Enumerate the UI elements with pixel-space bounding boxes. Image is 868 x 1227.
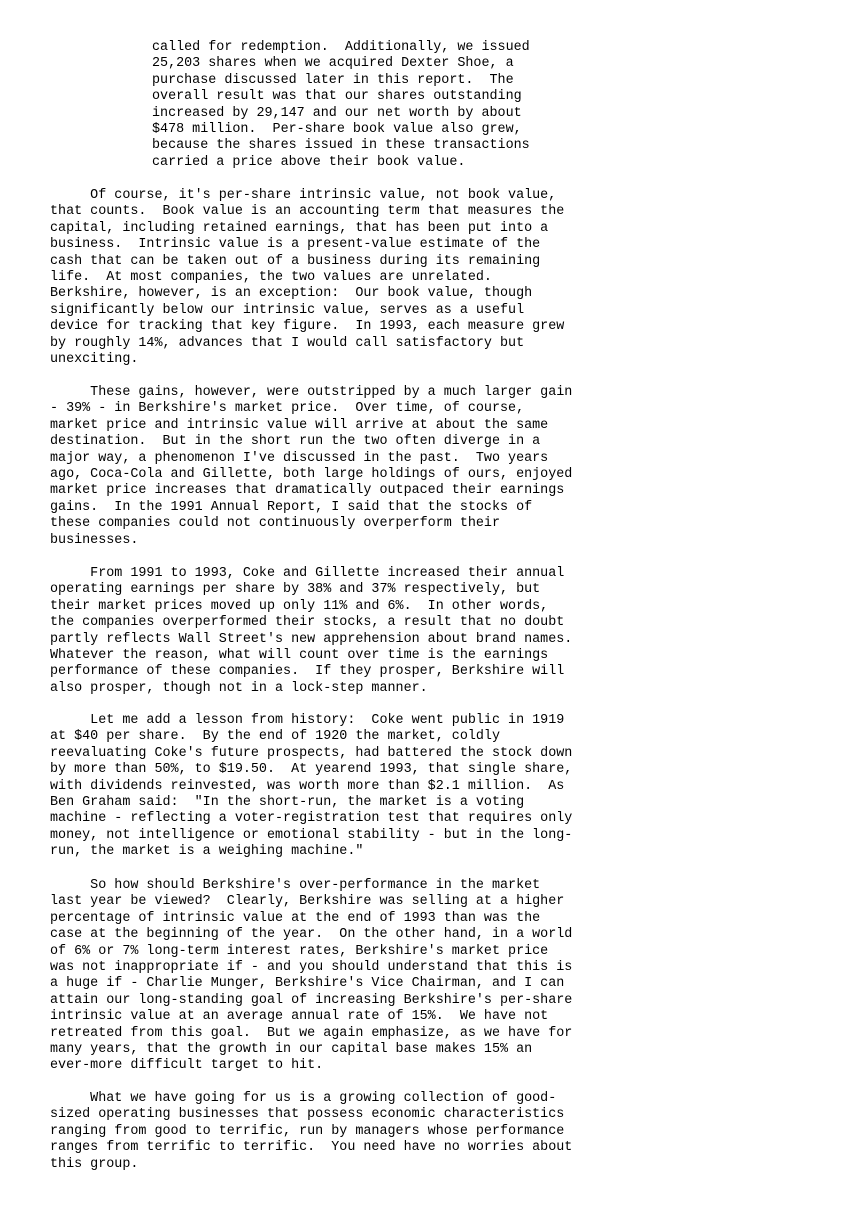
indented-block xyxy=(152,40,530,171)
text-line: this group. xyxy=(50,1156,139,1172)
text-line: market price and intrinsic value will arrive at about the same xyxy=(50,417,549,433)
paragraph-market-price xyxy=(50,385,572,549)
text-line: these companies could not continuously overperform their xyxy=(50,516,500,532)
text-line: was not inappropriate if - and you should understand that this is xyxy=(50,960,573,976)
text-line: ever-more difficult target to hit. xyxy=(50,1058,324,1074)
text-line: significantly below our intrinsic value, serves as a useful xyxy=(50,302,525,318)
text-line: So how should Berkshire's over-performance in the market xyxy=(50,878,541,893)
text-line: last year be viewed? Clearly, Berkshire was selling at a higher xyxy=(50,894,565,910)
text-line: cash that can be taken out of a business during its remaining xyxy=(50,253,541,269)
text-line: device for tracking that key figure. In 1993, each measure grew xyxy=(50,319,565,335)
text-line: their market prices moved up only 11% and 6%. In other words, xyxy=(50,598,549,614)
text-line: that counts. Book value is an accounting term that measures the xyxy=(50,204,565,220)
text-line: of 6% or 7% long-term interest rates, Berkshire's market price xyxy=(50,943,549,959)
text-line: ranges from terrific to terrific. You need have no worries about xyxy=(50,1140,573,1156)
text-line: ranging from good to terrific, run by managers whose performance xyxy=(50,1123,565,1139)
text-line: run, the market is a weighing machine." xyxy=(50,844,364,860)
text-line: performance of these companies. If they prosper, Berkshire will xyxy=(50,664,565,680)
text-line: destination. But in the short run the two often diverge in a xyxy=(50,434,541,450)
text-line: many years, that the growth in our capital base makes 15% an xyxy=(50,1042,533,1058)
text-line: by more than 50%, to $19.50. At yearend 1993, that single share, xyxy=(50,762,573,778)
text-line: the companies overperformed their stocks, a result that no doubt xyxy=(50,615,565,631)
paragraph-history-lesson xyxy=(50,713,572,861)
text-line: purchase discussed later in this report. The xyxy=(152,72,514,88)
text-line: sized operating businesses that possess economic characteristics xyxy=(50,1107,565,1123)
text-line: From 1991 to 1993, Coke and Gillette increased their annual xyxy=(50,566,565,581)
text-line: attain our long-standing goal of increasing Berkshire's per-share xyxy=(50,992,573,1008)
text-line: machine - reflecting a voter-registration test that requires only xyxy=(50,811,573,827)
text-line: Whatever the reason, what will count over time is the earnings xyxy=(50,648,549,664)
text-line: with dividends reinvested, was worth more than $2.1 million. As xyxy=(50,778,565,794)
text-line: because the shares issued in these transactions xyxy=(152,138,530,154)
paragraph-intrinsic-value xyxy=(50,188,564,368)
text-line: Ben Graham said: "In the short-run, the market is a voting xyxy=(50,795,525,811)
text-line: 25,203 shares when we acquired Dexter Shoe, a xyxy=(152,56,514,72)
text-line: operating earnings per share by 38% and 37% respectively, but xyxy=(50,582,541,598)
text-line: reevaluating Coke's future prospects, had battered the stock down xyxy=(50,745,573,761)
text-line: major way, a phenomenon I've discussed in the past. Two years xyxy=(50,450,549,466)
text-line: by roughly 14%, advances that I would call satisfactory but xyxy=(50,335,525,351)
text-line: Of course, it's per-share intrinsic value, not book value, xyxy=(50,188,557,203)
text-line: money, not intelligence or emotional stability - but in the long- xyxy=(50,827,573,843)
text-line: These gains, however, were outstripped by a much larger gain xyxy=(50,385,573,400)
text-line: $478 million. Per-share book value also grew, xyxy=(152,122,522,138)
text-line: Let me add a lesson from history: Coke went public in 1919 xyxy=(50,713,565,728)
paragraph-over-performance xyxy=(50,878,572,1075)
text-line: market price increases that dramatically outpaced their earnings xyxy=(50,483,565,499)
text-line: also prosper, though not in a lock-step manner. xyxy=(50,680,428,696)
paragraph-coke-gillette xyxy=(50,566,572,697)
text-line: a huge if - Charlie Munger, Berkshire's Vice Chairman, and I can xyxy=(50,976,565,992)
paragraph-operating-businesses xyxy=(50,1091,572,1173)
text-line: - 39% - in Berkshire's market price. Over time, of course, xyxy=(50,401,525,417)
text-line: businesses. xyxy=(50,532,139,548)
text-line: case at the beginning of the year. On the other hand, in a world xyxy=(50,927,573,943)
text-line: life. At most companies, the two values are unrelated. xyxy=(50,270,492,286)
text-line: called for redemption. Additionally, we issued xyxy=(152,40,530,55)
text-line: partly reflects Wall Street's new apprehension about brand names. xyxy=(50,631,573,647)
text-line: ago, Coca-Cola and Gillette, both large holdings of ours, enjoyed xyxy=(50,467,573,483)
text-line: overall result was that our shares outstanding xyxy=(152,89,522,105)
text-line: gains. In the 1991 Annual Report, I said that the stocks of xyxy=(50,499,533,515)
text-line: retreated from this goal. But we again emphasize, as we have for xyxy=(50,1025,573,1041)
text-line: capital, including retained earnings, that has been put into a xyxy=(50,220,549,236)
text-line: increased by 29,147 and our net worth by about xyxy=(152,105,522,121)
text-line: business. Intrinsic value is a present-value estimate of the xyxy=(50,237,541,253)
text-line: percentage of intrinsic value at the end of 1993 than was the xyxy=(50,910,541,926)
text-line: intrinsic value at an average annual rate of 15%. We have not xyxy=(50,1009,549,1025)
text-line: unexciting. xyxy=(50,352,139,368)
text-line: Berkshire, however, is an exception: Our book value, though xyxy=(50,286,533,302)
text-line: What we have going for us is a growing collection of good- xyxy=(50,1091,557,1106)
text-line: at $40 per share. By the end of 1920 the market, coldly xyxy=(50,729,500,745)
text-line: carried a price above their book value. xyxy=(152,154,466,170)
